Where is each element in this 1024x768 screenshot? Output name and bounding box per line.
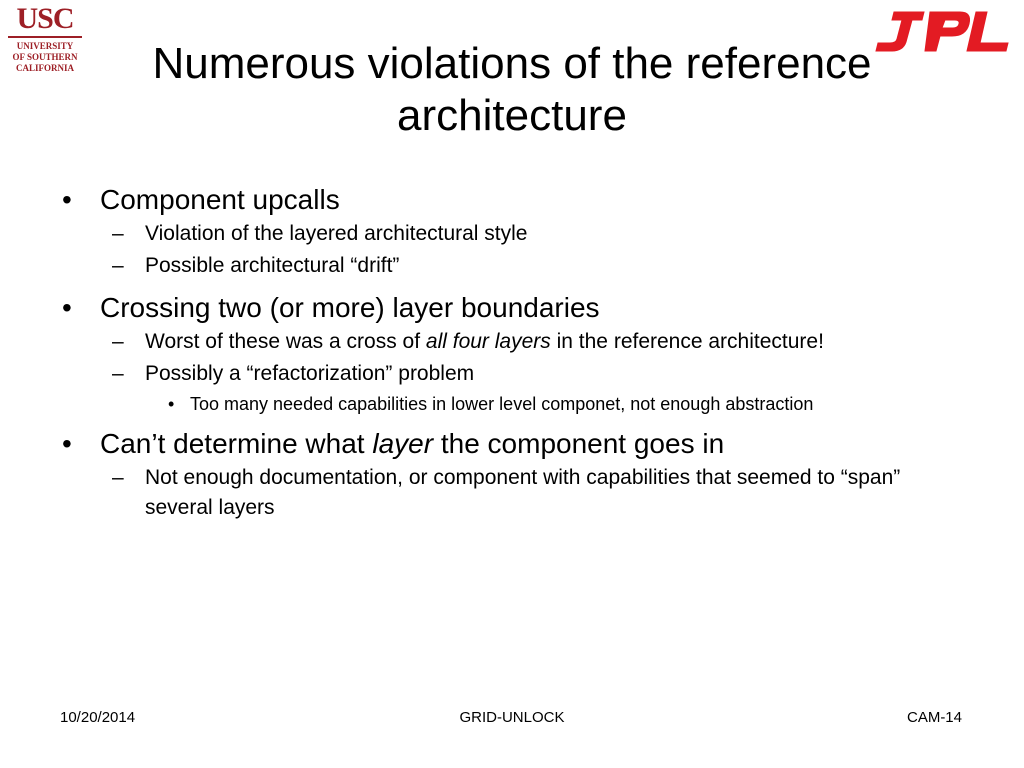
sub-bullet-text: Possible architectural “drift” <box>145 254 400 277</box>
footer-title: GRID-UNLOCK <box>459 709 565 726</box>
footer-slide-number: CAM-14 <box>906 709 962 726</box>
bullet-marker: • <box>62 428 72 459</box>
bullet-text: Crossing two (or more) layer boundaries <box>100 292 600 323</box>
sub-bullet-marker: – <box>112 222 124 245</box>
sub-sub-bullet-marker: • <box>168 394 175 414</box>
sub-bullet-marker: – <box>112 362 124 385</box>
footer-date: 10/20/2014 <box>60 709 136 726</box>
usc-logo-rule <box>8 36 82 38</box>
sub-bullet-marker: – <box>112 254 124 277</box>
sub-bullet <box>60 219 960 249</box>
sub-bullet-text: Possibly a “refactorization” problem <box>145 362 475 385</box>
sub-bullet-text: Not enough documentation, or component with capabilities that seemed to “span” several layers <box>145 466 901 519</box>
sub-bullet <box>60 327 960 357</box>
sub-sub-bullet <box>60 391 960 417</box>
sub-bullet-marker: – <box>112 466 124 489</box>
bullet-text: Component upcalls <box>100 184 340 215</box>
slide-body <box>60 183 960 523</box>
bullet-component-upcalls <box>60 183 960 217</box>
bullet-emphasis: layer <box>372 428 434 459</box>
sub-bullet <box>60 463 960 523</box>
sub-bullet <box>60 359 960 389</box>
sub-bullet-text: Violation of the layered architectural style <box>145 222 528 245</box>
bullet-cant-determine-layer <box>60 427 960 461</box>
sub-bullet <box>60 251 960 281</box>
usc-logo-mark: USC <box>16 2 74 35</box>
bullet-text-before: Can’t determine what <box>100 428 373 459</box>
slide-title: Numerous violations of the reference architecture <box>152 39 872 140</box>
bullet-crossing-boundaries <box>60 291 960 325</box>
usc-logo-line: CALIFORNIA <box>15 63 74 73</box>
bullet-marker: • <box>62 292 72 323</box>
bullet-text-after: the component goes in <box>433 428 725 459</box>
usc-logo <box>4 4 86 84</box>
sub-sub-bullet-text: Too many needed capabilities in lower level componet, not enough abstraction <box>190 394 814 414</box>
sub-bullet-text-after: in the reference architecture! <box>550 330 824 353</box>
sub-bullet-text-before: Worst of these was a cross of <box>145 330 426 353</box>
usc-logo-line: OF SOUTHERN <box>12 52 78 62</box>
sub-bullet-marker: – <box>112 330 124 353</box>
bullet-marker: • <box>62 184 72 215</box>
sub-bullet-emphasis: all four layers <box>425 330 551 353</box>
usc-logo-line: UNIVERSITY <box>16 41 74 51</box>
